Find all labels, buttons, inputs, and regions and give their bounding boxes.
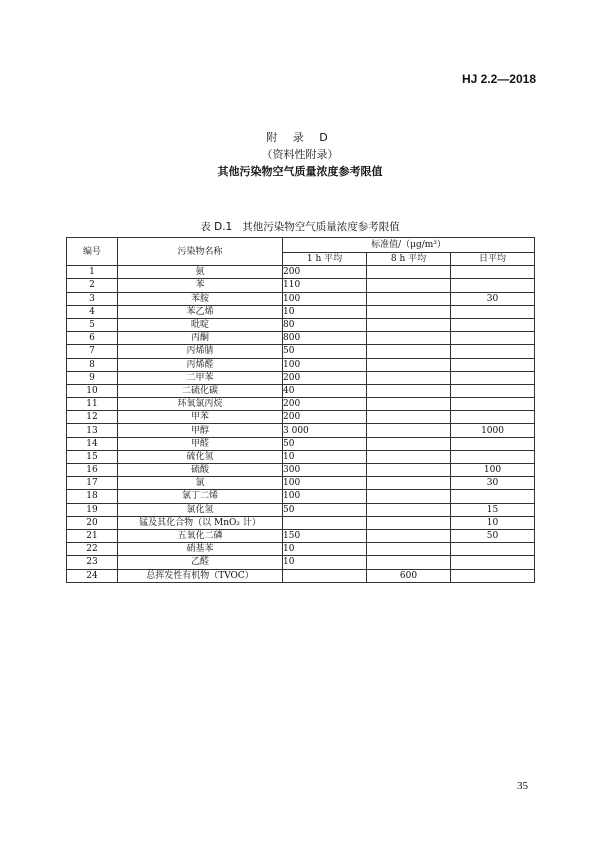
table-row — [67, 490, 535, 503]
cell-8h-average — [367, 490, 451, 503]
cell-daily-average: 50 — [451, 529, 535, 542]
cell-pollutant-name: 硝基苯 — [118, 543, 283, 556]
table-row — [67, 279, 535, 292]
cell-1h-average: 800 — [283, 332, 367, 345]
table-caption-number: 表 D.1 — [200, 221, 233, 233]
cell-1h-average: 200 — [283, 371, 367, 384]
cell-index: 2 — [67, 279, 118, 292]
table-row — [67, 543, 535, 556]
cell-1h-average — [283, 569, 367, 582]
cell-pollutant-name: 硫酸 — [118, 464, 283, 477]
cell-8h-average — [367, 358, 451, 371]
table-row — [67, 345, 535, 358]
cell-8h-average — [367, 477, 451, 490]
cell-pollutant-name: 甲醇 — [118, 424, 283, 437]
appendix-type: （资料性附录） — [261, 148, 339, 161]
cell-pollutant-name: 苯 — [118, 279, 283, 292]
cell-1h-average: 200 — [283, 398, 367, 411]
table-row — [67, 358, 535, 371]
cell-pollutant-name: 苯乙烯 — [118, 305, 283, 318]
table-row — [67, 450, 535, 463]
header-daily-average: 日平均 — [451, 253, 535, 266]
cell-1h-average: 50 — [283, 503, 367, 516]
table-body — [67, 266, 535, 583]
cell-8h-average — [367, 450, 451, 463]
cell-index: 18 — [67, 490, 118, 503]
cell-8h-average — [367, 464, 451, 477]
cell-pollutant-name: 总挥发性有机物（TVOC） — [118, 569, 283, 582]
cell-1h-average: 10 — [283, 556, 367, 569]
table-row — [67, 529, 535, 542]
table-row — [67, 569, 535, 582]
cell-pollutant-name: 硫化氢 — [118, 450, 283, 463]
cell-daily-average: 15 — [451, 503, 535, 516]
cell-daily-average — [451, 556, 535, 569]
cell-pollutant-name: 乙醛 — [118, 556, 283, 569]
header-name: 污染物名称 — [118, 238, 283, 266]
table-row — [67, 292, 535, 305]
cell-8h-average — [367, 345, 451, 358]
cell-index: 3 — [67, 292, 118, 305]
cell-1h-average: 80 — [283, 318, 367, 331]
cell-1h-average: 300 — [283, 464, 367, 477]
cell-1h-average: 10 — [283, 543, 367, 556]
appendix-label: 附 录 D — [266, 131, 334, 144]
cell-daily-average — [451, 490, 535, 503]
cell-8h-average — [367, 305, 451, 318]
table-header-row — [67, 238, 535, 253]
cell-1h-average: 110 — [283, 279, 367, 292]
cell-8h-average — [367, 279, 451, 292]
cell-daily-average — [451, 332, 535, 345]
cell-8h-average — [367, 384, 451, 397]
cell-8h-average — [367, 503, 451, 516]
cell-index: 24 — [67, 569, 118, 582]
cell-daily-average — [451, 318, 535, 331]
cell-daily-average — [451, 569, 535, 582]
cell-1h-average: 10 — [283, 450, 367, 463]
cell-index: 7 — [67, 345, 118, 358]
cell-1h-average: 100 — [283, 477, 367, 490]
cell-1h-average: 200 — [283, 411, 367, 424]
cell-index: 5 — [67, 318, 118, 331]
cell-index: 8 — [67, 358, 118, 371]
cell-8h-average — [367, 437, 451, 450]
cell-8h-average — [367, 318, 451, 331]
standard-code: HJ 2.2—2018 — [461, 72, 536, 86]
cell-1h-average: 50 — [283, 437, 367, 450]
cell-index: 11 — [67, 398, 118, 411]
table-row — [67, 464, 535, 477]
cell-index: 15 — [67, 450, 118, 463]
table-row — [67, 516, 535, 529]
cell-daily-average — [451, 398, 535, 411]
cell-index: 4 — [67, 305, 118, 318]
cell-daily-average: 1000 — [451, 424, 535, 437]
cell-8h-average — [367, 266, 451, 279]
table-row — [67, 305, 535, 318]
cell-daily-average — [451, 371, 535, 384]
cell-daily-average: 30 — [451, 477, 535, 490]
cell-8h-average — [367, 516, 451, 529]
cell-daily-average — [451, 450, 535, 463]
cell-index: 12 — [67, 411, 118, 424]
table-row — [67, 424, 535, 437]
cell-daily-average — [451, 437, 535, 450]
cell-pollutant-name: 五氧化二磷 — [118, 529, 283, 542]
cell-daily-average — [451, 543, 535, 556]
cell-1h-average: 100 — [283, 292, 367, 305]
cell-daily-average — [451, 345, 535, 358]
cell-index: 19 — [67, 503, 118, 516]
cell-daily-average: 30 — [451, 292, 535, 305]
cell-daily-average: 10 — [451, 516, 535, 529]
cell-pollutant-name: 氯 — [118, 477, 283, 490]
cell-pollutant-name: 二硫化碳 — [118, 384, 283, 397]
table-row — [67, 411, 535, 424]
header-1h-average: 1 h 平均 — [283, 253, 367, 266]
cell-pollutant-name: 丙烯腈 — [118, 345, 283, 358]
cell-daily-average — [451, 358, 535, 371]
table-row — [67, 398, 535, 411]
cell-8h-average — [367, 411, 451, 424]
table-row — [67, 477, 535, 490]
appendix-title: 其他污染物空气质量浓度参考限值 — [217, 165, 383, 178]
cell-1h-average: 40 — [283, 384, 367, 397]
table-row — [67, 318, 535, 331]
cell-index: 20 — [67, 516, 118, 529]
pollutant-limits-table — [66, 237, 535, 583]
cell-pollutant-name: 环氧氯丙烷 — [118, 398, 283, 411]
table-caption-title: 其他污染物空气质量浓度参考限值 — [242, 221, 400, 233]
cell-index: 16 — [67, 464, 118, 477]
header-index: 编号 — [67, 238, 118, 266]
cell-8h-average — [367, 292, 451, 305]
cell-daily-average — [451, 384, 535, 397]
cell-index: 10 — [67, 384, 118, 397]
cell-pollutant-name: 苯胺 — [118, 292, 283, 305]
table-row — [67, 332, 535, 345]
cell-pollutant-name: 锰及其化合物（以 MnO₂ 计） — [118, 516, 283, 529]
cell-daily-average — [451, 279, 535, 292]
cell-pollutant-name: 甲苯 — [118, 411, 283, 424]
cell-index: 23 — [67, 556, 118, 569]
cell-8h-average — [367, 543, 451, 556]
cell-8h-average — [367, 424, 451, 437]
cell-1h-average: 3 000 — [283, 424, 367, 437]
cell-index: 1 — [67, 266, 118, 279]
page-number: 35 — [517, 780, 528, 792]
cell-index: 21 — [67, 529, 118, 542]
cell-daily-average: 100 — [451, 464, 535, 477]
cell-pollutant-name: 甲醛 — [118, 437, 283, 450]
cell-index: 6 — [67, 332, 118, 345]
cell-pollutant-name: 氯丁二烯 — [118, 490, 283, 503]
cell-1h-average: 10 — [283, 305, 367, 318]
cell-8h-average — [367, 332, 451, 345]
cell-index: 14 — [67, 437, 118, 450]
cell-8h-average — [367, 556, 451, 569]
cell-1h-average — [283, 516, 367, 529]
table-row — [67, 266, 535, 279]
table-row — [67, 556, 535, 569]
cell-index: 9 — [67, 371, 118, 384]
table-row — [67, 437, 535, 450]
cell-1h-average: 200 — [283, 266, 367, 279]
cell-pollutant-name: 吡啶 — [118, 318, 283, 331]
cell-daily-average — [451, 411, 535, 424]
cell-pollutant-name: 氯化氢 — [118, 503, 283, 516]
cell-8h-average — [367, 371, 451, 384]
cell-1h-average: 100 — [283, 490, 367, 503]
cell-8h-average: 600 — [367, 569, 451, 582]
cell-daily-average — [451, 266, 535, 279]
cell-8h-average — [367, 529, 451, 542]
table-row — [67, 384, 535, 397]
cell-8h-average — [367, 398, 451, 411]
cell-pollutant-name: 氨 — [118, 266, 283, 279]
cell-1h-average: 100 — [283, 358, 367, 371]
header-standard-value: 标准值/（μg/m³） — [283, 238, 535, 253]
table-row — [67, 503, 535, 516]
cell-pollutant-name: 丙酮 — [118, 332, 283, 345]
cell-index: 17 — [67, 477, 118, 490]
cell-daily-average — [451, 305, 535, 318]
cell-pollutant-name: 丙烯醛 — [118, 358, 283, 371]
table-row — [67, 371, 535, 384]
cell-index: 13 — [67, 424, 118, 437]
cell-1h-average: 150 — [283, 529, 367, 542]
cell-pollutant-name: 二甲苯 — [118, 371, 283, 384]
cell-index: 22 — [67, 543, 118, 556]
header-8h-average: 8 h 平均 — [367, 253, 451, 266]
cell-1h-average: 50 — [283, 345, 367, 358]
table-caption — [0, 219, 600, 234]
